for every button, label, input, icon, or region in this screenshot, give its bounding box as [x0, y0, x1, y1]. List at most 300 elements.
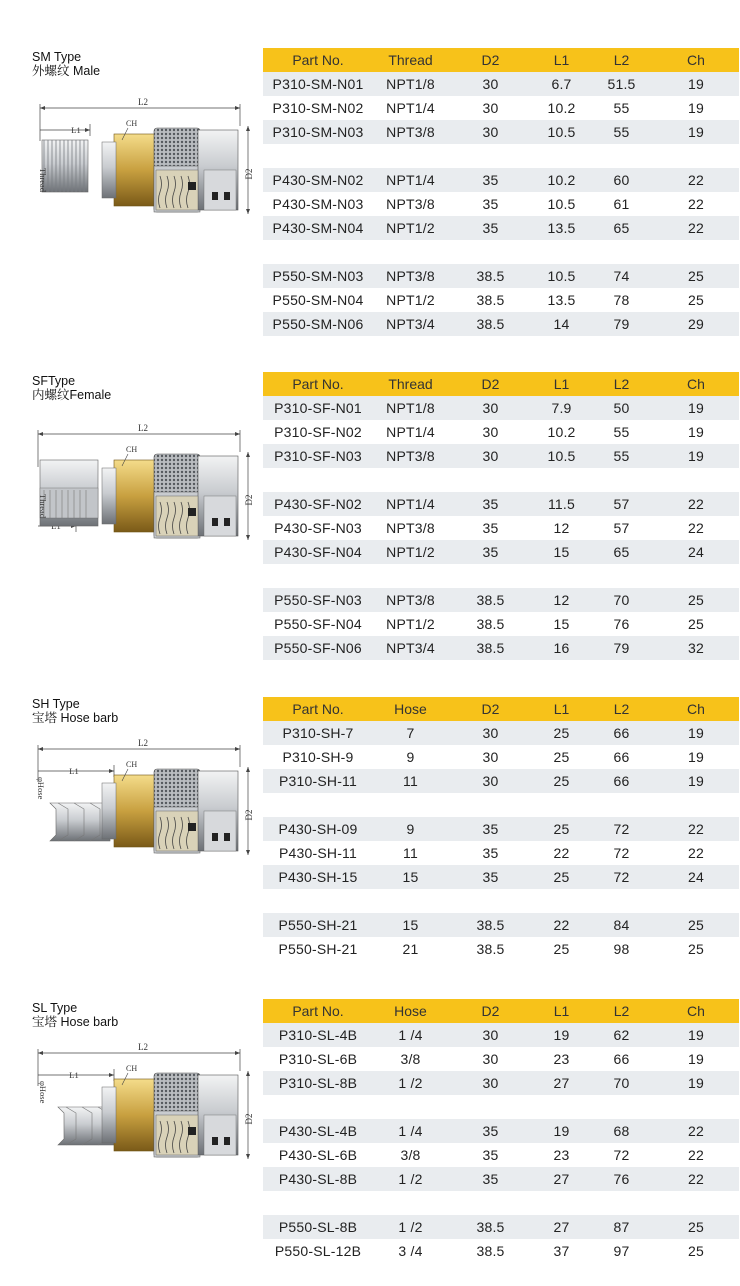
value-cell: 38.5 — [448, 636, 533, 660]
column-header: Part No. — [263, 372, 373, 396]
side-label: Thread — [38, 168, 48, 193]
ch-label: CH — [126, 445, 138, 454]
value-cell: 19 — [653, 396, 739, 420]
part-number-cell: P310-SF-N03 — [263, 444, 373, 468]
value-cell: 25 — [533, 865, 590, 889]
value-cell: NPT3/8 — [373, 192, 448, 216]
value-cell: NPT1/2 — [373, 216, 448, 240]
value-cell: 19 — [653, 96, 739, 120]
l2-label: L2 — [138, 738, 148, 748]
table-row — [263, 937, 739, 961]
d2-label: D2 — [244, 809, 254, 821]
value-cell: 11 — [373, 841, 448, 865]
neck — [102, 468, 116, 524]
value-cell: 38.5 — [448, 612, 533, 636]
neck — [102, 783, 116, 839]
group-spacer — [263, 468, 739, 492]
value-cell: 38.5 — [448, 312, 533, 336]
value-cell: 76 — [590, 1167, 653, 1191]
value-cell: 24 — [653, 865, 739, 889]
value-cell: 12 — [533, 588, 590, 612]
brass-hex-body — [114, 460, 156, 532]
value-cell: 23 — [533, 1047, 590, 1071]
value-cell: 68 — [590, 1119, 653, 1143]
arrowhead — [85, 128, 90, 132]
brass-hex-body — [114, 775, 156, 847]
value-cell: 78 — [590, 288, 653, 312]
column-header: L1 — [533, 999, 590, 1023]
value-cell: 13.5 — [533, 216, 590, 240]
table-row — [263, 865, 739, 889]
table-row — [263, 1047, 739, 1071]
value-cell: 30 — [448, 1071, 533, 1095]
part-number-cell: P430-SM-N02 — [263, 168, 373, 192]
table-row — [263, 769, 739, 793]
value-cell: 1 /2 — [373, 1167, 448, 1191]
value-cell: 32 — [653, 636, 739, 660]
value-cell: NPT1/2 — [373, 288, 448, 312]
value-cell: 30 — [448, 1047, 533, 1071]
value-cell: 50 — [590, 396, 653, 420]
l2-label: L2 — [138, 1042, 148, 1052]
title-en: SM Type — [32, 50, 82, 64]
value-cell: 27 — [533, 1071, 590, 1095]
spec-table — [263, 999, 739, 1263]
o-ring — [224, 518, 230, 526]
value-cell: 21 — [373, 937, 448, 961]
value-cell: 25 — [653, 612, 739, 636]
value-cell: NPT1/4 — [373, 96, 448, 120]
table-row — [263, 636, 739, 660]
part-number-cell: P310-SH-9 — [263, 745, 373, 769]
part-number-cell: P550-SM-N06 — [263, 312, 373, 336]
title-en: SFType — [32, 374, 76, 388]
column-header: Hose — [373, 697, 448, 721]
title-en: SL Type — [32, 1001, 78, 1015]
value-cell: 19 — [533, 1023, 590, 1047]
value-cell: 35 — [448, 841, 533, 865]
o-ring — [212, 192, 218, 200]
value-cell: 74 — [590, 264, 653, 288]
table-row — [263, 288, 739, 312]
value-cell: 35 — [448, 865, 533, 889]
part-number-cell: P550-SH-21 — [263, 937, 373, 961]
fitting-diagram — [28, 737, 260, 867]
value-cell: 55 — [590, 120, 653, 144]
table-row — [263, 1071, 739, 1095]
value-cell: 25 — [533, 937, 590, 961]
value-cell: 25 — [533, 745, 590, 769]
value-cell: 19 — [653, 420, 739, 444]
title-cn: 外螺纹 Male — [32, 64, 101, 78]
value-cell: 79 — [590, 636, 653, 660]
d2-label: D2 — [244, 494, 254, 506]
group-spacer — [263, 1191, 739, 1215]
table-row — [263, 721, 739, 745]
table-header-row — [263, 372, 739, 396]
part-number-cell: P550-SF-N04 — [263, 612, 373, 636]
column-header: L2 — [590, 999, 653, 1023]
value-cell: 70 — [590, 588, 653, 612]
ch-label: CH — [126, 1064, 138, 1073]
value-cell: 38.5 — [448, 937, 533, 961]
value-cell: 65 — [590, 216, 653, 240]
value-cell: 12 — [533, 516, 590, 540]
neck — [102, 1087, 116, 1143]
part-number-cell: P310-SL-4B — [263, 1023, 373, 1047]
section-title — [32, 374, 111, 402]
value-cell: 66 — [590, 745, 653, 769]
value-cell: 30 — [448, 745, 533, 769]
table-row — [263, 1239, 739, 1263]
l1-label: L1 — [69, 766, 79, 776]
l1-label: L1 — [69, 1070, 79, 1080]
column-header: L2 — [590, 697, 653, 721]
column-header: Hose — [373, 999, 448, 1023]
value-cell: 30 — [448, 420, 533, 444]
value-cell: 10.5 — [533, 192, 590, 216]
value-cell: NPT1/4 — [373, 420, 448, 444]
value-cell: 10.5 — [533, 444, 590, 468]
value-cell: 15 — [533, 540, 590, 564]
value-cell: 7.9 — [533, 396, 590, 420]
value-cell: 22 — [653, 192, 739, 216]
part-number-cell: P550-SL-8B — [263, 1215, 373, 1239]
value-cell: 10.5 — [533, 264, 590, 288]
column-header: Part No. — [263, 999, 373, 1023]
value-cell: 11.5 — [533, 492, 590, 516]
value-cell: 19 — [653, 1047, 739, 1071]
value-cell: 13.5 — [533, 288, 590, 312]
side-label: φHose — [38, 1081, 48, 1104]
value-cell: 70 — [590, 1071, 653, 1095]
value-cell: 35 — [448, 1167, 533, 1191]
column-header: Part No. — [263, 697, 373, 721]
value-cell: 38.5 — [448, 913, 533, 937]
value-cell: 25 — [533, 817, 590, 841]
l2-label: L2 — [138, 423, 148, 433]
value-cell: 25 — [653, 264, 739, 288]
value-cell: 19 — [653, 1023, 739, 1047]
value-cell: 22 — [533, 913, 590, 937]
part-number-cell: P430-SF-N03 — [263, 516, 373, 540]
table-row — [263, 1215, 739, 1239]
value-cell: 38.5 — [448, 1215, 533, 1239]
table-row — [263, 492, 739, 516]
title-cn: 宝塔 Hose barb — [32, 711, 119, 725]
column-header: D2 — [448, 372, 533, 396]
section-sf — [0, 370, 740, 670]
section-title — [32, 1001, 118, 1029]
value-cell: 3/8 — [373, 1143, 448, 1167]
part-number-cell: P430-SL-6B — [263, 1143, 373, 1167]
table-row — [263, 120, 739, 144]
value-cell: 1 /4 — [373, 1119, 448, 1143]
table-header-row — [263, 999, 739, 1023]
value-cell: 72 — [590, 865, 653, 889]
value-cell: 19 — [653, 120, 739, 144]
column-header: D2 — [448, 697, 533, 721]
l2-label: L2 — [138, 97, 148, 107]
part-number-cell: P310-SF-N01 — [263, 396, 373, 420]
value-cell: 22 — [653, 1119, 739, 1143]
arrowhead — [109, 1073, 114, 1077]
d2-label: D2 — [244, 168, 254, 180]
value-cell: 22 — [653, 492, 739, 516]
value-cell: NPT3/8 — [373, 444, 448, 468]
value-cell: NPT3/8 — [373, 588, 448, 612]
table-row — [263, 1167, 739, 1191]
brass-hex-body — [114, 1079, 156, 1151]
value-cell: 25 — [533, 769, 590, 793]
column-header: Part No. — [263, 48, 373, 72]
value-cell: 84 — [590, 913, 653, 937]
value-cell: 76 — [590, 612, 653, 636]
value-cell: 98 — [590, 937, 653, 961]
value-cell: 27 — [533, 1215, 590, 1239]
value-cell: 3/8 — [373, 1047, 448, 1071]
value-cell: 65 — [590, 540, 653, 564]
value-cell: 19 — [653, 745, 739, 769]
part-number-cell: P310-SH-7 — [263, 721, 373, 745]
value-cell: NPT1/2 — [373, 540, 448, 564]
d2-label: D2 — [244, 1113, 254, 1125]
value-cell: NPT3/4 — [373, 312, 448, 336]
value-cell: 15 — [373, 913, 448, 937]
value-cell: 14 — [533, 312, 590, 336]
table-row — [263, 1119, 739, 1143]
spec-table — [263, 372, 739, 660]
part-number-cell: P430-SM-N04 — [263, 216, 373, 240]
value-cell: 9 — [373, 817, 448, 841]
table-row — [263, 420, 739, 444]
part-number-cell: P430-SL-4B — [263, 1119, 373, 1143]
o-ring — [188, 823, 196, 831]
fitting-diagram — [28, 96, 260, 226]
o-ring — [224, 192, 230, 200]
value-cell: 29 — [653, 312, 739, 336]
value-cell: 11 — [373, 769, 448, 793]
table-row — [263, 168, 739, 192]
table-row — [263, 540, 739, 564]
value-cell: NPT3/4 — [373, 636, 448, 660]
part-number-cell: P310-SM-N03 — [263, 120, 373, 144]
group-spacer — [263, 240, 739, 264]
value-cell: NPT1/8 — [373, 396, 448, 420]
value-cell: 66 — [590, 1047, 653, 1071]
table-row — [263, 516, 739, 540]
part-number-cell: P430-SF-N02 — [263, 492, 373, 516]
value-cell: 35 — [448, 817, 533, 841]
value-cell: 9 — [373, 745, 448, 769]
value-cell: 30 — [448, 721, 533, 745]
table-row — [263, 396, 739, 420]
value-cell: 30 — [448, 120, 533, 144]
part-number-cell: P430-SH-11 — [263, 841, 373, 865]
table-header-row — [263, 48, 739, 72]
part-number-cell: P310-SH-11 — [263, 769, 373, 793]
part-number-cell: P550-SM-N03 — [263, 264, 373, 288]
group-spacer — [263, 1095, 739, 1119]
part-number-cell: P310-SM-N01 — [263, 72, 373, 96]
group-spacer — [263, 564, 739, 588]
part-number-cell: P550-SF-N06 — [263, 636, 373, 660]
value-cell: 30 — [448, 1023, 533, 1047]
part-number-cell: P310-SL-6B — [263, 1047, 373, 1071]
value-cell: 25 — [533, 721, 590, 745]
value-cell: 19 — [653, 72, 739, 96]
value-cell: 55 — [590, 444, 653, 468]
value-cell: 35 — [448, 492, 533, 516]
brass-hex-body — [114, 134, 156, 206]
value-cell: 25 — [653, 1215, 739, 1239]
value-cell: 22 — [653, 516, 739, 540]
table-row — [263, 216, 739, 240]
value-cell: 22 — [653, 216, 739, 240]
table-row — [263, 1143, 739, 1167]
column-header: L2 — [590, 48, 653, 72]
o-ring — [224, 833, 230, 841]
value-cell: 16 — [533, 636, 590, 660]
value-cell: 57 — [590, 516, 653, 540]
table-row — [263, 192, 739, 216]
part-number-cell: P310-SF-N02 — [263, 420, 373, 444]
column-header: L1 — [533, 48, 590, 72]
table-row — [263, 745, 739, 769]
value-cell: 35 — [448, 1143, 533, 1167]
value-cell: 72 — [590, 1143, 653, 1167]
o-ring — [188, 508, 196, 516]
part-number-cell: P430-SF-N04 — [263, 540, 373, 564]
title-cn: 宝塔 Hose barb — [32, 1015, 119, 1029]
value-cell: 60 — [590, 168, 653, 192]
value-cell: 51.5 — [590, 72, 653, 96]
value-cell: 57 — [590, 492, 653, 516]
arrowhead — [109, 769, 114, 773]
value-cell: 62 — [590, 1023, 653, 1047]
part-number-cell: P550-SL-12B — [263, 1239, 373, 1263]
value-cell: 72 — [590, 817, 653, 841]
value-cell: 25 — [653, 1239, 739, 1263]
o-ring — [212, 1137, 218, 1145]
value-cell: 61 — [590, 192, 653, 216]
value-cell: 87 — [590, 1215, 653, 1239]
value-cell: 10.5 — [533, 120, 590, 144]
fitting-diagram — [28, 422, 260, 552]
table-row — [263, 444, 739, 468]
value-cell: 30 — [448, 96, 533, 120]
title-cn: 内螺纹Female — [32, 388, 112, 402]
value-cell: 19 — [653, 444, 739, 468]
group-spacer — [263, 144, 739, 168]
column-header: Ch — [653, 48, 739, 72]
ch-label: CH — [126, 760, 138, 769]
column-header: D2 — [448, 48, 533, 72]
part-number-cell: P310-SL-8B — [263, 1071, 373, 1095]
value-cell: 35 — [448, 1119, 533, 1143]
value-cell: 22 — [653, 1143, 739, 1167]
table-row — [263, 817, 739, 841]
value-cell: 27 — [533, 1167, 590, 1191]
value-cell: 38.5 — [448, 288, 533, 312]
part-number-cell: P550-SH-21 — [263, 913, 373, 937]
value-cell: 1 /2 — [373, 1071, 448, 1095]
value-cell: 22 — [653, 168, 739, 192]
section-title — [32, 697, 118, 725]
value-cell: 38.5 — [448, 264, 533, 288]
column-header: Ch — [653, 697, 739, 721]
table-row — [263, 612, 739, 636]
neck — [102, 142, 116, 198]
value-cell: 66 — [590, 769, 653, 793]
table-row — [263, 264, 739, 288]
value-cell: 35 — [448, 168, 533, 192]
table-row — [263, 72, 739, 96]
column-header: Ch — [653, 372, 739, 396]
hose-barb — [50, 803, 110, 841]
part-number-cell: P430-SL-8B — [263, 1167, 373, 1191]
column-header: L2 — [590, 372, 653, 396]
value-cell: 19 — [533, 1119, 590, 1143]
value-cell: 10.2 — [533, 420, 590, 444]
value-cell: 37 — [533, 1239, 590, 1263]
section-title — [32, 50, 100, 78]
value-cell: 24 — [653, 540, 739, 564]
value-cell: NPT3/8 — [373, 120, 448, 144]
side-label: φHose — [36, 777, 46, 800]
value-cell: NPT1/2 — [373, 612, 448, 636]
part-number-cell: P310-SM-N02 — [263, 96, 373, 120]
part-number-cell: P430-SH-15 — [263, 865, 373, 889]
value-cell: 30 — [448, 769, 533, 793]
value-cell: 72 — [590, 841, 653, 865]
l1-label: L1 — [71, 125, 81, 135]
value-cell: 19 — [653, 1071, 739, 1095]
value-cell: 55 — [590, 96, 653, 120]
value-cell: 79 — [590, 312, 653, 336]
value-cell: 22 — [533, 841, 590, 865]
part-number-cell: P550-SM-N04 — [263, 288, 373, 312]
value-cell: 19 — [653, 769, 739, 793]
group-spacer — [263, 793, 739, 817]
value-cell: 35 — [448, 192, 533, 216]
value-cell: 7 — [373, 721, 448, 745]
spec-table — [263, 697, 739, 961]
value-cell: 97 — [590, 1239, 653, 1263]
column-header: D2 — [448, 999, 533, 1023]
value-cell: NPT1/8 — [373, 72, 448, 96]
part-number-cell: P430-SM-N03 — [263, 192, 373, 216]
section-sm — [0, 46, 740, 336]
value-cell: 15 — [373, 865, 448, 889]
value-cell: 22 — [653, 1167, 739, 1191]
part-number-cell: P430-SH-09 — [263, 817, 373, 841]
value-cell: 23 — [533, 1143, 590, 1167]
value-cell: 55 — [590, 420, 653, 444]
part-number-cell: P550-SF-N03 — [263, 588, 373, 612]
value-cell: 1 /4 — [373, 1023, 448, 1047]
spec-table — [263, 48, 739, 336]
section-sl — [0, 997, 740, 1272]
o-ring — [212, 833, 218, 841]
value-cell: 35 — [448, 516, 533, 540]
value-cell: 22 — [653, 841, 739, 865]
section-sh — [0, 695, 740, 965]
value-cell: 15 — [533, 612, 590, 636]
column-header: Thread — [373, 372, 448, 396]
side-label: Thread — [38, 494, 48, 519]
group-spacer — [263, 889, 739, 913]
